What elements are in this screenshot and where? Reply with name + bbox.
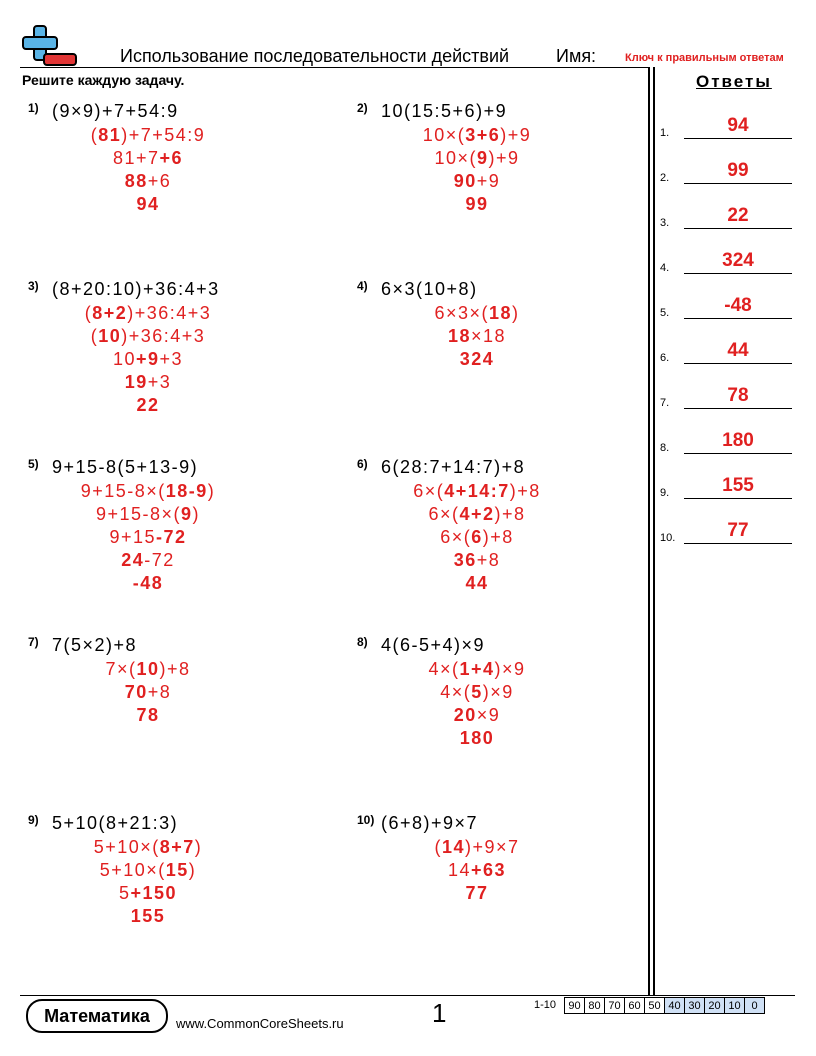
solution-step <box>357 882 597 905</box>
step-segment: 90 <box>453 171 477 191</box>
column-divider-right <box>653 67 655 995</box>
step-segment: 14 <box>441 837 465 857</box>
solution-step <box>28 371 268 394</box>
solution-steps <box>357 480 597 595</box>
step-segment: 99 <box>465 194 489 214</box>
solution-step <box>28 193 268 216</box>
solution-step <box>357 526 597 549</box>
step-segment: +6 <box>147 171 172 191</box>
step-segment: +3 <box>147 372 172 392</box>
step-segment: +8 <box>147 682 172 702</box>
answer-value: 94 <box>727 115 749 136</box>
score-cell: 70 <box>605 998 625 1014</box>
step-segment: )+8 <box>159 659 191 679</box>
solution-steps <box>28 836 268 928</box>
problem-number: 2) <box>357 101 368 115</box>
solution-step <box>357 302 597 325</box>
name-label: Имя: <box>556 46 597 66</box>
answer-value: 99 <box>727 160 749 181</box>
problem-expression: (8+20:10)+36:4+3 <box>52 279 220 299</box>
step-segment: ×18 <box>470 326 507 346</box>
solution-steps <box>28 124 268 216</box>
answer-row <box>660 160 792 184</box>
solution-step <box>28 480 268 503</box>
answer-value: 78 <box>727 385 749 406</box>
solution-steps <box>28 658 268 727</box>
solution-steps <box>357 124 597 216</box>
step-segment: ) <box>207 481 216 501</box>
step-segment: 77 <box>465 883 489 903</box>
answer-line <box>684 453 792 454</box>
answer-key-label: Ключ к правильным ответам <box>625 52 784 64</box>
solution-step <box>28 836 268 859</box>
score-cell: 40 <box>665 998 685 1014</box>
step-segment: +63 <box>470 860 507 880</box>
step-segment: 5+10×( <box>93 837 160 857</box>
solution-step <box>357 348 597 371</box>
answer-value: 180 <box>722 430 754 451</box>
problem-number: 1) <box>28 101 39 115</box>
solution-step <box>357 704 597 727</box>
solution-step <box>357 325 597 348</box>
step-segment: ( <box>90 125 99 145</box>
column-divider-left <box>648 67 650 995</box>
header-divider <box>20 67 650 68</box>
answer-value: 324 <box>722 250 754 271</box>
step-segment: 20 <box>453 705 477 725</box>
step-segment: )+8 <box>509 481 541 501</box>
answer-row <box>660 475 792 499</box>
answer-line <box>684 273 792 274</box>
step-segment: ) <box>194 837 203 857</box>
problem-number: 6) <box>357 457 368 471</box>
step-segment: 19 <box>124 372 148 392</box>
step-segment: 14 <box>447 860 471 880</box>
answer-value: 77 <box>727 520 749 541</box>
step-segment: 10 <box>98 326 122 346</box>
score-cell: 50 <box>645 998 665 1014</box>
problem-expression: 6(28:7+14:7)+8 <box>381 457 526 477</box>
step-segment: ) <box>192 504 201 524</box>
step-segment: 15 <box>165 860 189 880</box>
step-segment: 9 <box>476 148 489 168</box>
step-segment: +3 <box>159 349 184 369</box>
answer-number: 2. <box>660 172 670 184</box>
step-segment: 8+7 <box>159 837 195 857</box>
step-segment: 22 <box>136 395 160 415</box>
step-segment: 6×( <box>428 504 460 524</box>
answer-row <box>660 250 792 274</box>
solution-step <box>28 704 268 727</box>
step-segment: 70 <box>124 682 148 702</box>
step-segment: ×9 <box>476 705 501 725</box>
step-segment: 18 <box>447 326 471 346</box>
problem-number: 7) <box>28 635 39 649</box>
solution-step <box>357 572 597 595</box>
step-segment: 9+15-8×( <box>95 504 182 524</box>
answer-number: 4. <box>660 262 670 274</box>
answer-row <box>660 115 792 139</box>
solution-step <box>28 302 268 325</box>
step-segment: ( <box>84 303 93 323</box>
step-segment: 324 <box>459 349 495 369</box>
solution-step <box>357 503 597 526</box>
answer-number: 5. <box>660 307 670 319</box>
step-segment: )+9 <box>500 125 532 145</box>
answer-number: 8. <box>660 442 670 454</box>
problem-number: 4) <box>357 279 368 293</box>
answer-line <box>684 498 792 499</box>
answer-number: 9. <box>660 487 670 499</box>
step-segment: 24 <box>121 550 145 570</box>
solution-step <box>28 549 268 572</box>
step-segment: 36 <box>453 550 477 570</box>
step-segment: ) <box>188 860 197 880</box>
step-segment: 88 <box>124 171 148 191</box>
problem-expression: 7(5×2)+8 <box>52 635 138 655</box>
solution-step <box>357 859 597 882</box>
step-segment: 7×( <box>105 659 137 679</box>
step-segment: 10×( <box>422 125 466 145</box>
brand-badge: Математика <box>26 999 168 1033</box>
step-segment: 44 <box>465 573 489 593</box>
problem-expression: 10(15:5+6)+9 <box>381 101 508 121</box>
solution-steps <box>357 658 597 750</box>
step-segment: 4×( <box>440 682 472 702</box>
step-segment: 81 <box>98 125 122 145</box>
step-segment: ( <box>90 326 99 346</box>
page-number: 1 <box>432 998 447 1028</box>
step-segment: ( <box>434 837 442 857</box>
step-segment: -48 <box>132 573 164 593</box>
solution-steps <box>28 480 268 595</box>
solution-step <box>28 905 268 928</box>
solution-step <box>357 124 597 147</box>
step-segment: 18-9 <box>165 481 208 501</box>
step-segment: )×9 <box>494 659 526 679</box>
step-segment: )+36:4+3 <box>121 326 206 346</box>
step-segment: ) <box>512 303 520 323</box>
answer-line <box>684 228 792 229</box>
solution-step <box>28 348 268 371</box>
solution-step <box>28 147 268 170</box>
answer-line <box>684 183 792 184</box>
step-segment: )+8 <box>494 504 526 524</box>
page-title: Использование последовательности действий <box>120 46 510 66</box>
step-segment: 18 <box>489 303 513 323</box>
answer-value: -48 <box>724 295 752 316</box>
solution-step <box>28 882 268 905</box>
solution-steps <box>357 836 597 905</box>
problem-number: 9) <box>28 813 39 827</box>
problem-number: 5) <box>28 457 39 471</box>
answer-number: 6. <box>660 352 670 364</box>
step-segment: 81+7 <box>112 148 160 168</box>
step-segment: 9+15 <box>109 527 157 547</box>
solution-step <box>357 193 597 216</box>
solution-step <box>357 727 597 750</box>
problem-number: 8) <box>357 635 368 649</box>
solution-step <box>28 503 268 526</box>
answer-line <box>684 363 792 364</box>
step-segment: 5+10×( <box>99 860 166 880</box>
solution-step <box>357 836 597 859</box>
step-segment: 1+4 <box>459 659 495 679</box>
answer-value: 155 <box>722 475 754 496</box>
math-logo-icon <box>20 24 80 70</box>
problem-expression: 9+15-8(5+13-9) <box>52 457 199 477</box>
solution-step <box>357 480 597 503</box>
answer-row <box>660 520 792 544</box>
problem-expression: (9×9)+7+54:9 <box>52 101 179 121</box>
step-segment: )×9 <box>482 682 514 702</box>
step-segment: 6×( <box>440 527 472 547</box>
score-cell: 30 <box>685 998 705 1014</box>
step-segment: +150 <box>130 883 178 903</box>
problem-expression: 4(6-5+4)×9 <box>381 635 486 655</box>
step-segment: -72 <box>144 550 175 570</box>
answer-row <box>660 295 792 319</box>
problem-expression: (6+8)+9×7 <box>381 813 479 833</box>
answers-title: Ответы <box>696 72 772 91</box>
step-segment: )+36:4+3 <box>127 303 212 323</box>
answer-number: 7. <box>660 397 670 409</box>
step-segment: +9 <box>476 171 501 191</box>
answer-line <box>684 408 792 409</box>
problem-number: 10) <box>357 813 375 827</box>
solution-step <box>357 549 597 572</box>
step-segment: 6×3×( <box>434 303 489 323</box>
answer-row <box>660 205 792 229</box>
step-segment: 4+2 <box>459 504 495 524</box>
problem-expression: 6×3(10+8) <box>381 279 478 299</box>
answer-number: 3. <box>660 217 670 229</box>
score-cell: 90 <box>565 998 585 1014</box>
answer-row <box>660 340 792 364</box>
solution-step <box>28 170 268 193</box>
answer-line <box>684 318 792 319</box>
step-segment: 94 <box>136 194 160 214</box>
problem-number: 3) <box>28 279 39 293</box>
solution-steps <box>357 302 597 371</box>
solution-step <box>357 681 597 704</box>
step-segment: 10 <box>112 349 136 369</box>
solution-step <box>28 325 268 348</box>
step-segment: 8+2 <box>92 303 128 323</box>
instruction-text: Решите каждую задачу. <box>22 72 185 88</box>
answer-value: 22 <box>727 205 749 226</box>
step-segment: )+9 <box>488 148 520 168</box>
solution-step <box>28 859 268 882</box>
answer-value: 44 <box>727 340 749 361</box>
score-cell: 20 <box>705 998 725 1014</box>
step-segment: 4×( <box>428 659 460 679</box>
step-segment: -72 <box>156 527 187 547</box>
answer-number: 1. <box>660 127 670 139</box>
site-url: www.CommonCoreSheets.ru <box>176 1016 344 1031</box>
solution-step <box>28 526 268 549</box>
step-segment: 5 <box>118 883 131 903</box>
step-segment: )+8 <box>482 527 514 547</box>
score-table <box>564 997 765 1014</box>
answer-line <box>684 543 792 544</box>
solution-step <box>357 658 597 681</box>
step-segment: 6 <box>471 527 483 547</box>
score-range-label: 1-10 <box>534 999 557 1011</box>
step-segment: 4+14:7 <box>444 481 510 501</box>
solution-step <box>28 572 268 595</box>
problem-expression: 5+10(8+21:3) <box>52 813 179 833</box>
step-segment: 9+15-8×( <box>80 481 166 501</box>
step-segment: +6 <box>159 148 184 168</box>
score-cell: 10 <box>725 998 745 1014</box>
step-segment: 10×( <box>434 148 477 168</box>
solution-step <box>357 147 597 170</box>
step-segment: +8 <box>476 550 501 570</box>
solution-step <box>28 681 268 704</box>
answer-number: 10. <box>660 532 676 544</box>
step-segment: +9 <box>135 349 160 369</box>
solution-step <box>28 394 268 417</box>
step-segment: 6×( <box>413 481 445 501</box>
solution-step <box>357 170 597 193</box>
solution-steps <box>28 302 268 417</box>
step-segment: 3+6 <box>465 125 501 145</box>
step-segment: 10 <box>136 659 160 679</box>
step-segment: 5 <box>471 682 483 702</box>
step-segment: )+9×7 <box>464 837 520 857</box>
step-segment: 78 <box>136 705 160 725</box>
footer-divider <box>20 995 795 996</box>
answer-line <box>684 138 792 139</box>
step-segment: )+7+54:9 <box>121 125 206 145</box>
score-cell: 80 <box>585 998 605 1014</box>
answer-row <box>660 385 792 409</box>
solution-step <box>28 658 268 681</box>
answer-row <box>660 430 792 454</box>
solution-step <box>28 124 268 147</box>
step-segment: 180 <box>459 728 495 748</box>
score-cell: 60 <box>625 998 645 1014</box>
score-cell: 0 <box>745 998 765 1014</box>
step-segment: 155 <box>130 906 166 926</box>
step-segment: 9 <box>181 504 193 524</box>
